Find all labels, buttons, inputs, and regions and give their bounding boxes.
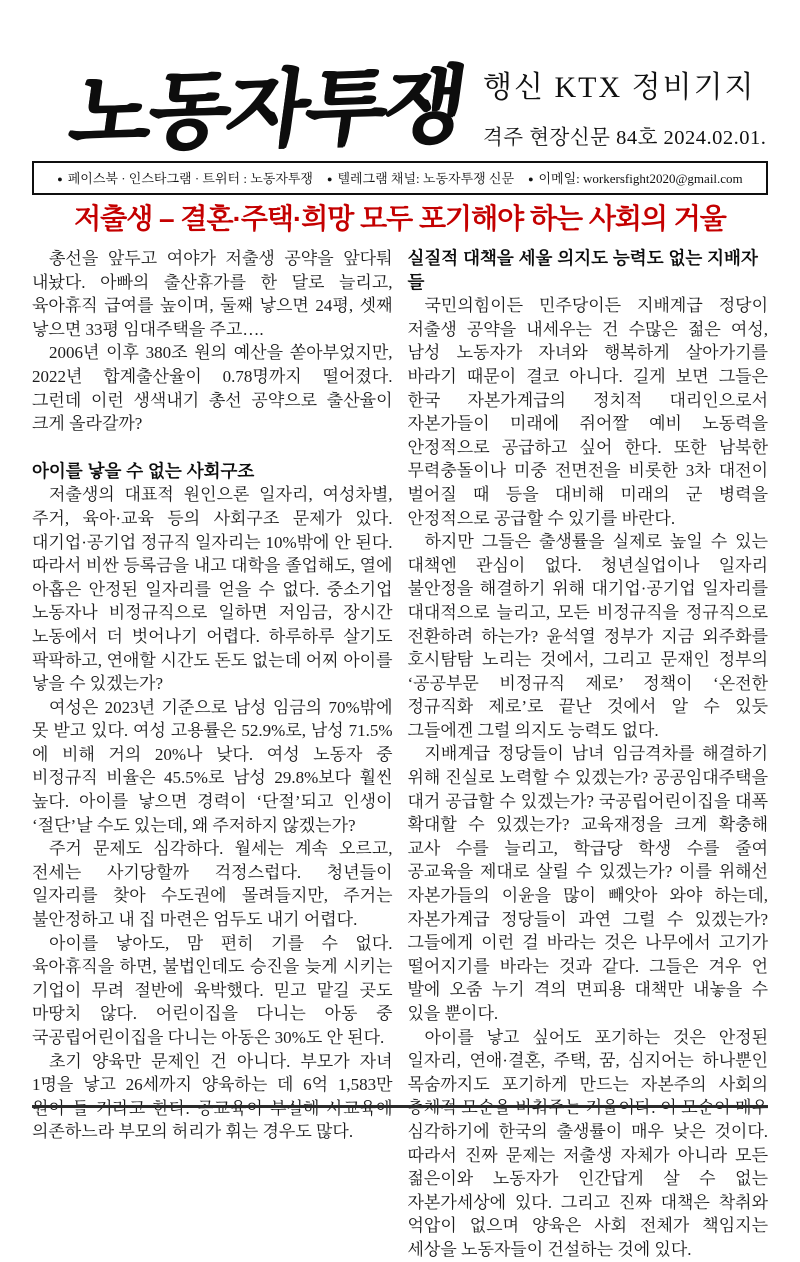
info-bar — [32, 161, 768, 195]
info-bar-item-email — [528, 171, 743, 186]
masthead-logo: 노동자투쟁 — [64, 57, 469, 161]
masthead-issue-line: 격주 현장신문 84호 2024.02.01. — [483, 127, 767, 149]
paragraph: 아이를 낳고 싶어도 포기하는 것은 안정된 일자리, 연애·결혼, 주택, 꿈, 심지어는 하나뿐인 목숨까지도 포기하게 만드는 자본주의 사회의 총체적 모순을 비춰주는 거울이다. 이 모순이 매우 심각하기에 한국의 출생률이 매우 낮은 것이다. 따라서 진짜 문제는 저출생 자체가 아니라 모든 젊은이와 노동자가 인간답게 살 수 없는 자본가세상에 있다. 그리고 진짜 대책은 착취와 억압이 없으며 양육은 사회 전체가 책임지는 세상을 노동자들이 건설하는 것에 있다. — [407, 1027, 768, 1259]
masthead-location: 행신 KTX 정비기지 — [483, 71, 756, 104]
paragraph: 주거 문제도 심각하다. 월세는 계속 오르고, 전세는 사기당할까 걱정스럽다. 청년들이 일자리를 찾아 수도권에 몰려들지만, 주거는 불안정하고 내 집 마련은 엄두도 내기 어렵다. — [32, 839, 393, 930]
info-bar-item-label: 이메일: workersfight2020@gmail.com — [538, 171, 743, 186]
paragraph: 초기 양육만 문제인 건 아니다. 부모가 자녀 1명을 낳고 26세까지 양육하는 데 6억 1,583만 원이 들 거라고 한다. 공교육이 부실해 사교육에 의존하느라 부모의 허리가 휘는 경우도 많다. — [32, 1051, 393, 1142]
paragraph: 국민의힘이든 민주당이든 지배계급 정당이 저출생 공약을 내세우는 건 수많은 젊은 여성, 남성 노동자가 자녀와 행복하게 살아가기를 바라기 때문이 결코 아니다. 길게 보면 그들은 한국 자본가계급의 정치적 대리인으로서 자본가들이 미래에 쥐어짤 예비 노동력을 안정적으로 공급하고 싶어 한다. 또한 남북한 무력충돌이나 미중 전면전을 비롯한 3차 대전이 벌어질 때 등을 대비해 미래의 군 병력을 안정적으로 공급할 수 있기를 바란다. — [407, 296, 768, 528]
paragraph: 지배계급 정당들이 남녀 임금격차를 해결하기 위해 진실로 노력할 수 있겠는가? 공공임대주택을 대거 공급할 수 있겠는가? 국공립어린이집을 대폭 확대할 수 있겠는가? 교육재정을 크게 확충해 교사 수를 늘리고, 학급당 학생 수를 줄여 공교육을 제대로 살릴 수 있겠는가? 이를 위해선 자본가들의 이윤을 많이 빼앗아 와야 하는데, 자본가계급 정당들이 과연 그럴 수 있겠는가? 그들에게 이런 걸 바라는 것은 나무에서 고기가 떨어지기를 바라는 것과 같다. 그들은 겨우 언 발에 오줌 누기 격의 면피용 대책만 내놓을 수 있을 뿐이다. — [407, 744, 768, 1023]
paragraph: 저출생의 대표적 원인으론 일자리, 여성차별, 주거, 육아·교육 등의 사회구조 문제가 있다. 대기업·공기업 정규직 일자리는 10%밖에 안 된다. 따라서 비싼 등록금을 내고 대학을 졸업해도, 열에 아홉은 안정된 일자리를 얻을 수 없다. 중소기업 노동자나 비정규직으로 일하면 저임금, 장시간 노동에서 더 벗어나기 어렵다. 하루하루 살기도 팍팍하고, 연애할 시간도 돈도 없는데 어찌 아이를 낳을 수 있겠는가? — [32, 485, 393, 694]
left-column — [32, 247, 393, 1262]
section-heading-right: 실질적 대책을 세울 의지도 능력도 없는 지배자들 — [407, 248, 758, 292]
paragraph: 하지만 그들은 출생률을 실제로 높일 수 있는 대책엔 관심이 없다. 청년실업이나 일자리 불안정을 해결하기 위해 대기업·공기업 일자리를 대대적으로 늘리고, 모든 비정규직을 정규직으로 전환하려 하는가? 윤석열 정부가 지금 외주화를 호시탐탐 노리는 것에서, 그리고 문재인 정부의 ‘공공부문 비정규직 제로’ 정책이 ‘온전한 정규직화 제로’로 끝난 것에서 알 수 있듯 그들에겐 그럴 의지도 능력도 없다. — [407, 532, 768, 740]
info-bar-item-telegram — [327, 171, 514, 186]
paragraph: 아이를 낳아도, 맘 편히 기를 수 없다. 육아휴직을 하면, 불법인데도 승진을 늦게 시키는 기업이 무려 절반에 육박했다. 믿고 맡길 곳도 마땅치 않다. 어린이집을 다니는 아동 중 국공립어린이집을 다니는 아동은 30%도 안 된다. — [32, 933, 393, 1047]
right-column — [408, 247, 769, 1262]
info-bar-item-social — [57, 171, 313, 186]
article-columns — [32, 247, 768, 1262]
paragraph: 2006년 이후 380조 원의 예산을 쏟아부었지만, 2022년 합계출산율이 0.78명까지 떨어졌다. 그런데 이런 생색내기 총선 공약으로 출산율이 크게 올라갈까? — [32, 343, 393, 434]
section-heading-left: 아이를 낳을 수 없는 사회구조 — [32, 460, 255, 481]
bottom-divider — [32, 1105, 768, 1108]
masthead-right — [483, 62, 773, 150]
info-bar-item-label: 페이스북 · 인스타그램 · 트위터 : 노동자투쟁 — [67, 171, 313, 186]
info-bar-item-label: 텔레그램 채널: 노동자투쟁 신문 — [337, 171, 515, 186]
bullet-icon: ● — [528, 173, 534, 184]
bullet-icon: ● — [57, 173, 63, 184]
bullet-icon: ● — [327, 173, 333, 184]
paragraph: 총선을 앞두고 여야가 저출생 공약을 앞다퉈 내놨다. 아빠의 출산휴가를 한 달로 늘리고, 육아휴직 급여를 높이며, 둘째 낳으면 24평, 셋째 낳으면 33평 임대주택을 주고…. — [32, 249, 393, 339]
paragraph: 여성은 2023년 기준으로 남성 임금의 70%밖에 못 받고 있다. 여성 고용률은 52.9%로, 남성 71.5%에 비해 거의 20%나 낮다. 여성 노동자 중 비정규직 비율은 45.5%로 남성 29.8%보다 훨씬 높다. 아이를 낳으면 경력이 ‘단절’되고 인생이 ‘절단’날 수도 있는데, 왜 주저하지 않겠는가? — [32, 697, 393, 835]
headline: 저출생 – 결혼·주택·희망 모두 포기해야 하는 사회의 거울 — [74, 203, 726, 234]
